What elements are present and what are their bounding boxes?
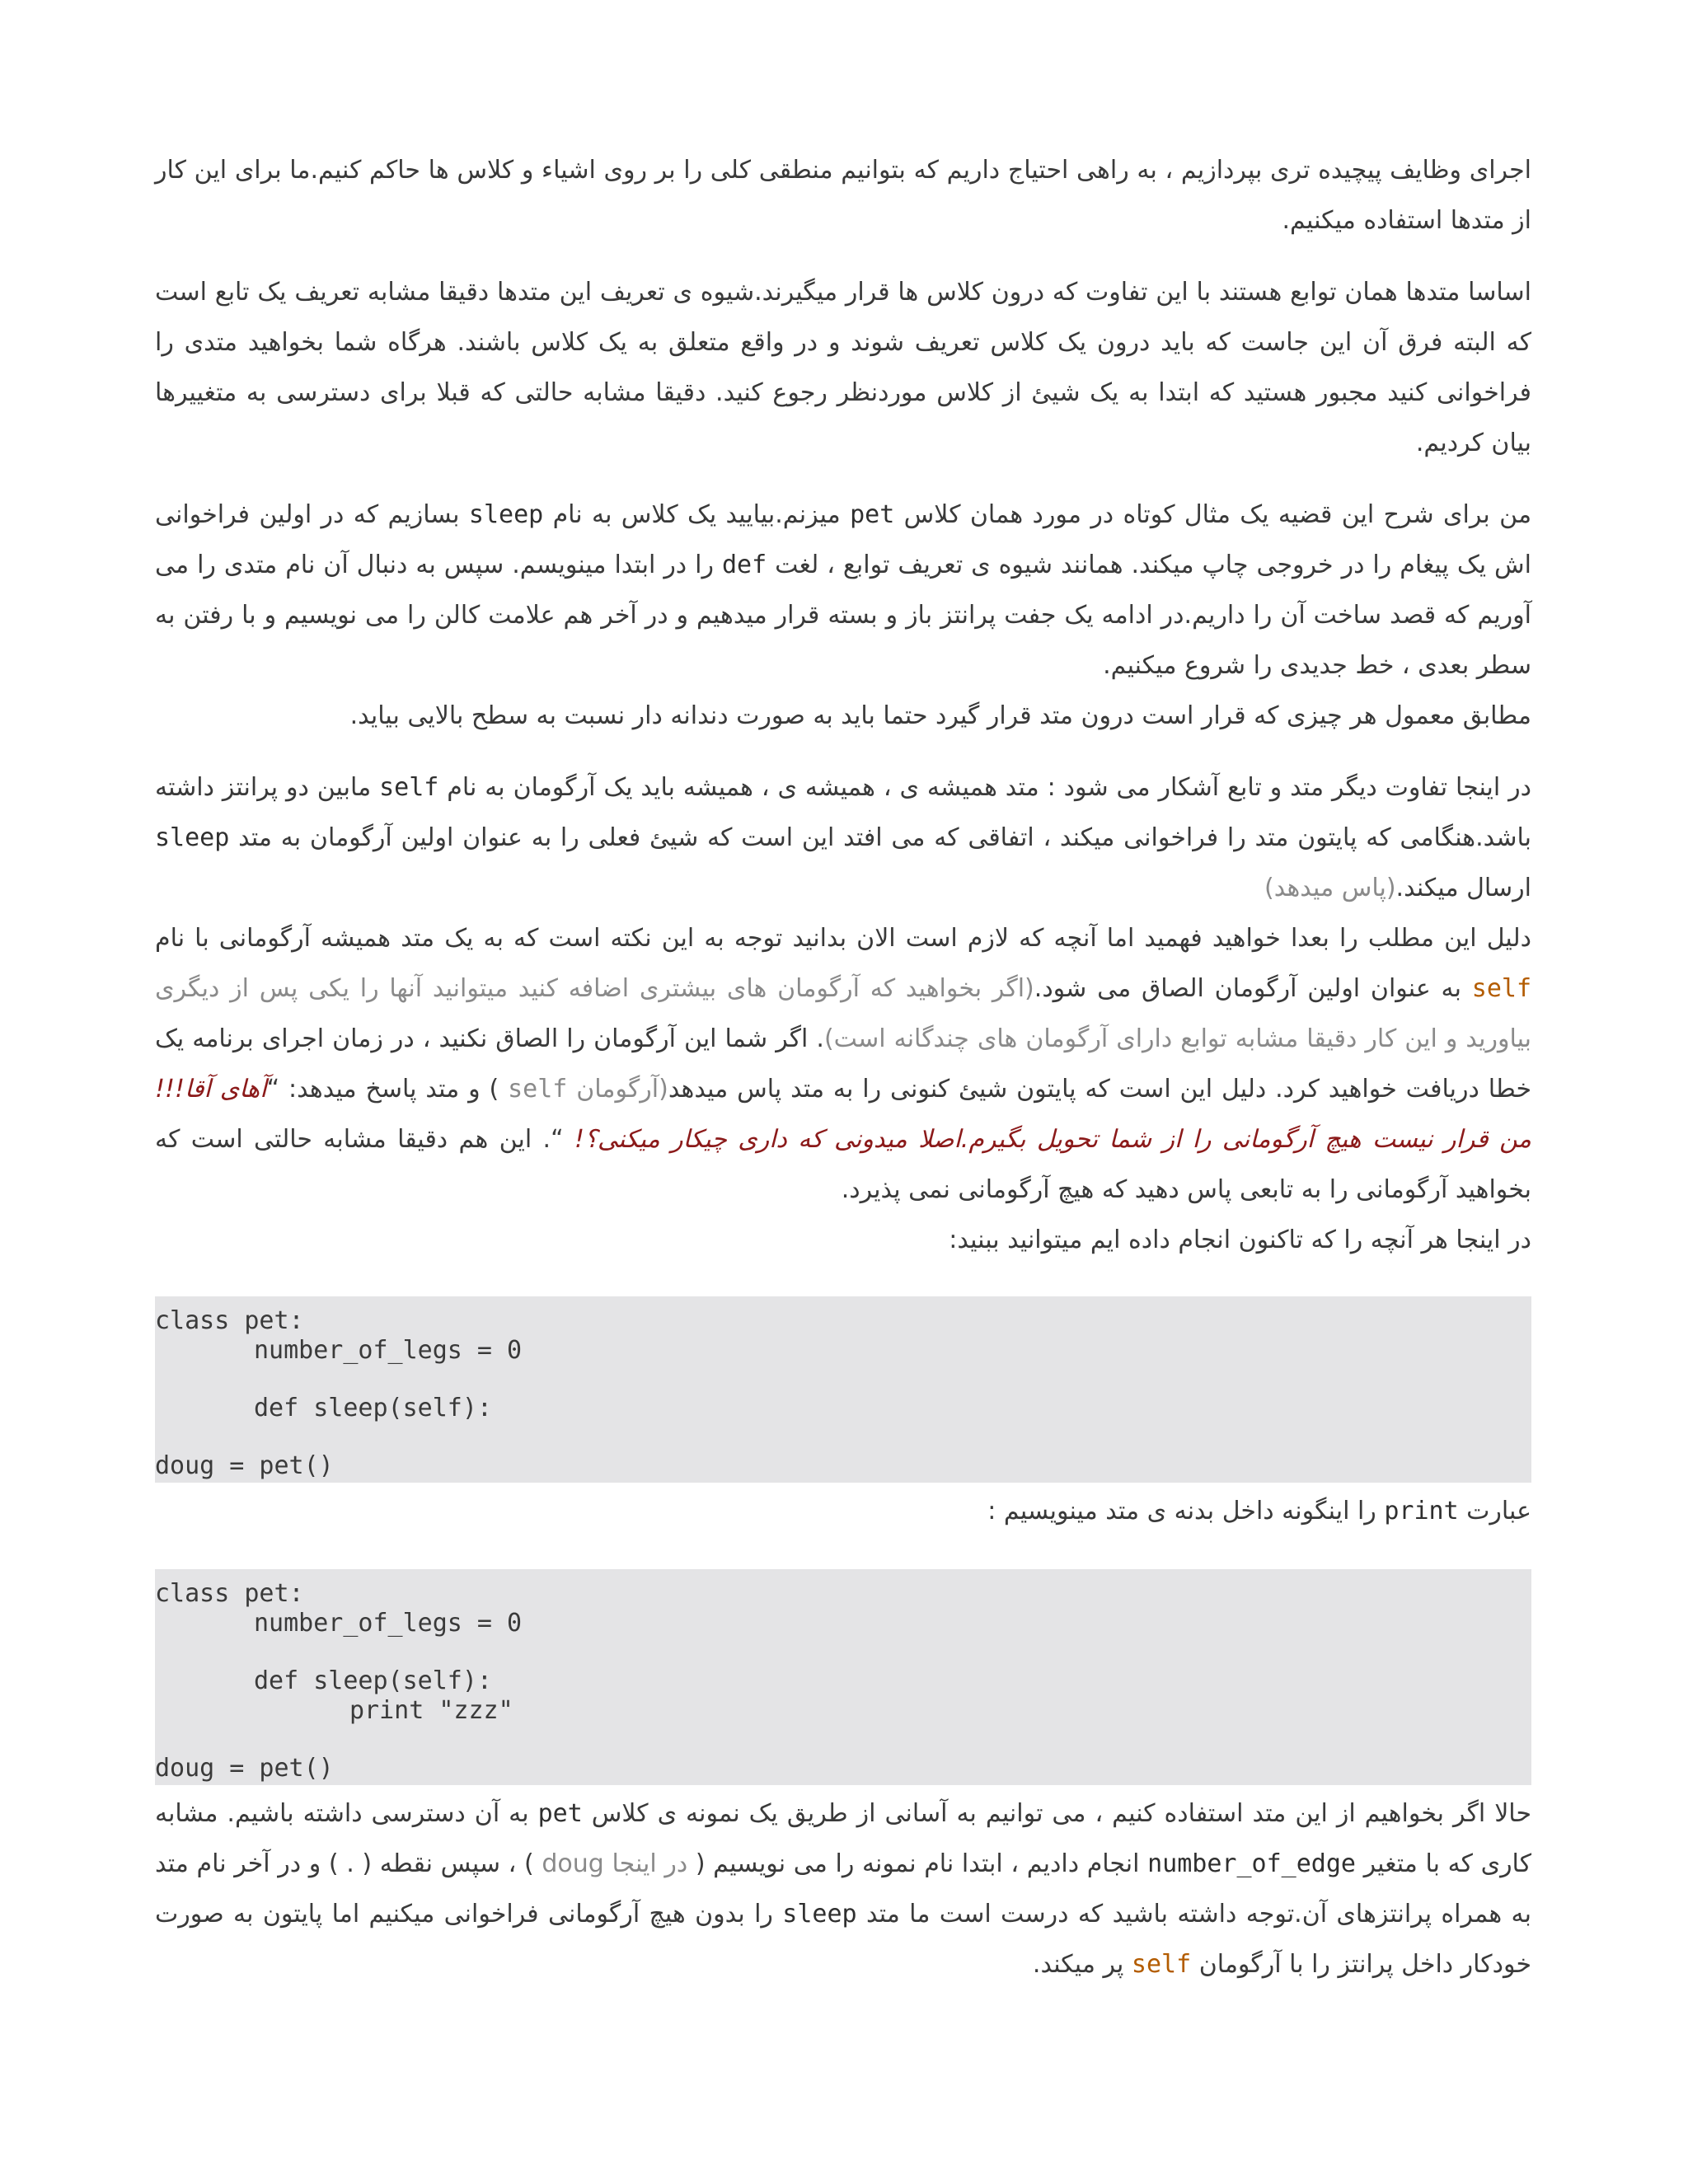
text: به عنوان اولین آرگومان الصاق می شود. [1034,974,1472,1003]
text: انجام دادیم ، ابتدا نام نمونه را می نویسیم ( [687,1849,1148,1878]
paragraph-intro: اجرای وظایف پیچیده تری بپردازیم ، به راهی احتیاج داریم که بتوانیم منطقی کلی را بر روی اشیاء و کلاس ها حاکم کنیم.ما برای این کار از متدها استفاده میکنیم. [155,156,1531,235]
text: حالا اگر بخواهیم از این متد استفاده کنیم ، می توانیم به آسانی از طریق یک نمونه ی کلاس [582,1799,1531,1828]
note-more-arguments: (اگر بخواهید که آرگومان های بیشتری اضافه کنید میتوانید آنها را یکی پس از دیگری بیاورید و این کار دقیقا مشابه توابع دارای آرگومان های چندگانه است) [155,974,1531,1053]
paragraph-self-explanation [155,913,1531,1215]
paragraph-methods-definition: اساسا متدها همان توابع هستند با این تفاوت که درون کلاس ها قرار میگیرند.شیوه ی تعریف این متدها دقیقا مشابه تعریف یک تابع است که البته فرق آن این جاست که باید درون یک کلاس تعریف شوند و در واقع متعلق به یک کلاس باشند. هرگاه شما بخواهید متدی را فراخوانی کنید مجبور هستید که ابتدا به یک شیئ از کلاس موردنظر رجوع کنید. دقیقا مشابه حالتی که قبلا برای دسترسی به متغییرها بیان کردیم. [155,278,1531,457]
document-body [155,145,1531,1990]
code-block-2 [155,1569,1531,1785]
code-line: number_of_legs = 0 [254,1609,523,1638]
text: را بدون هیچ آرگومانی فراخوانی میکنیم اما پایتون به صورت خودکار داخل پرانتز را با آرگومان [155,1900,1531,1979]
quote-python-reply: آهای آقا!!! من قرار نیست هیچ آرگومانی را از شما تحویل بگیرم.اصلا میدونی که داری چیکار میکنی؟! [155,1075,1531,1154]
paragraph-method-call [155,1788,1531,1990]
code-line: number_of_legs = 0 [254,1336,523,1365]
code-pet: pet [850,500,895,529]
text: ) و متد پاسخ میدهد: “ [266,1075,509,1104]
paragraph-indentation: مطابق معمول هر چیزی که قرار است درون متد قرار گیرد حتما باید به صورت دندانه دار نسبت به سطح بالایی بیاید. [349,701,1531,730]
code-line: print "zzz" [349,1696,513,1725]
note-argument: (آرگومان [567,1075,668,1104]
code-line: def sleep(self): [254,1394,492,1422]
paragraph-code-lead: در اینجا هر آنچه را که تاکنون انجام داده ایم میتوانید ببنید: [949,1226,1531,1254]
text: عبارت [1458,1497,1531,1526]
text: پر میکند. [1032,1950,1132,1979]
text: را در ابتدا مینویسم. سپس به دنبال آن نام متدی را می آوریم که قصد ساخت آن را داریم.در ادامه یک جفت پرانتز باز و بسته قرار میدهیم و در آخر هم علامت کالن را می نویسیم و با رفتن به سطر بعدی ، خط جدیدی را شروع میکنیم. [155,551,1531,680]
code-line: class pet: [155,1579,304,1608]
code-line: class pet: [155,1306,304,1335]
keyword-self: self [1471,974,1532,1003]
code-pet: pet [537,1799,583,1828]
code-self: self [508,1075,568,1104]
note-doug: در اینجا doug [542,1849,688,1878]
code-self: self [379,773,439,802]
paragraph-self-argument [155,762,1531,913]
code-line: doug = pet() [155,1451,334,1480]
text: ) ، سپس نقطه ( . ) و در آخر نام متد به همراه پرانتزهای آن.توجه داشته باشید که درست است ما متد [155,1849,1531,1929]
text: میزنم.بیایید یک کلاس به نام [543,500,851,529]
code-sleep: sleep [155,823,230,852]
text: به آن دسترسی داشته باشیم. مشابه کاری که با متغیر [155,1799,1531,1878]
paragraph-example-intro [155,490,1531,691]
text: بسازیم که در اولین فراخوانی اش یک پیغام را در خروجی چاپ میکند. همانند شیوه ی تعریف توابع ، لغت [155,500,1531,579]
code-number-of-edge: number_of_edge [1147,1849,1356,1878]
paragraph-print-lead [155,1486,1531,1536]
text: دلیل این مطلب را بعدا خواهید فهمید اما آنچه که لازم است الان بدانید توجه به این نکته است که به یک متد همیشه آرگومانی با نام [155,924,1531,953]
code-print: print [1384,1497,1459,1526]
text: را اینگونه داخل بدنه ی متد مینویسیم : [987,1497,1385,1526]
keyword-self: self [1131,1950,1192,1979]
code-def: def [721,551,767,579]
note-pass: (پاس میدهد) [1264,874,1396,902]
code-line: def sleep(self): [254,1666,492,1695]
code-block-1 [155,1296,1531,1483]
text: من برای شرح این قضیه یک مثال کوتاه در مورد همان کلاس [894,500,1532,529]
text: مابین دو پرانتز داشته باشد.هنگامی که پایتون متد را فراخوانی میکند ، اتفاقی که می افتد این است که شیئ فعلی را به عنوان اولین آرگومان به متد [155,773,1531,852]
code-line: doug = pet() [155,1754,334,1783]
code-sleep: sleep [468,500,544,529]
code-sleep: sleep [782,1900,857,1929]
text: . اگر شما این آرگومان را الصاق نکنید ، در زمان اجرای برنامه یک خطا دریافت خواهید کرد. دلیل این است که پایتون شیئ کنونی را به متد پاس میدهد [155,1024,1531,1104]
text: “. این هم دقیقا مشابه حالتی است که بخواهید آرگومانی را به تابعی پاس دهید که هیچ آرگومانی نمی پذیرد. [155,1125,1531,1204]
text: ارسال میکند. [1395,874,1531,902]
text: در اینجا تفاوت دیگر متد و تابع آشکار می شود : متد همیشه ی ، همیشه ی ، همیشه باید یک آرگومان به نام [438,773,1531,802]
